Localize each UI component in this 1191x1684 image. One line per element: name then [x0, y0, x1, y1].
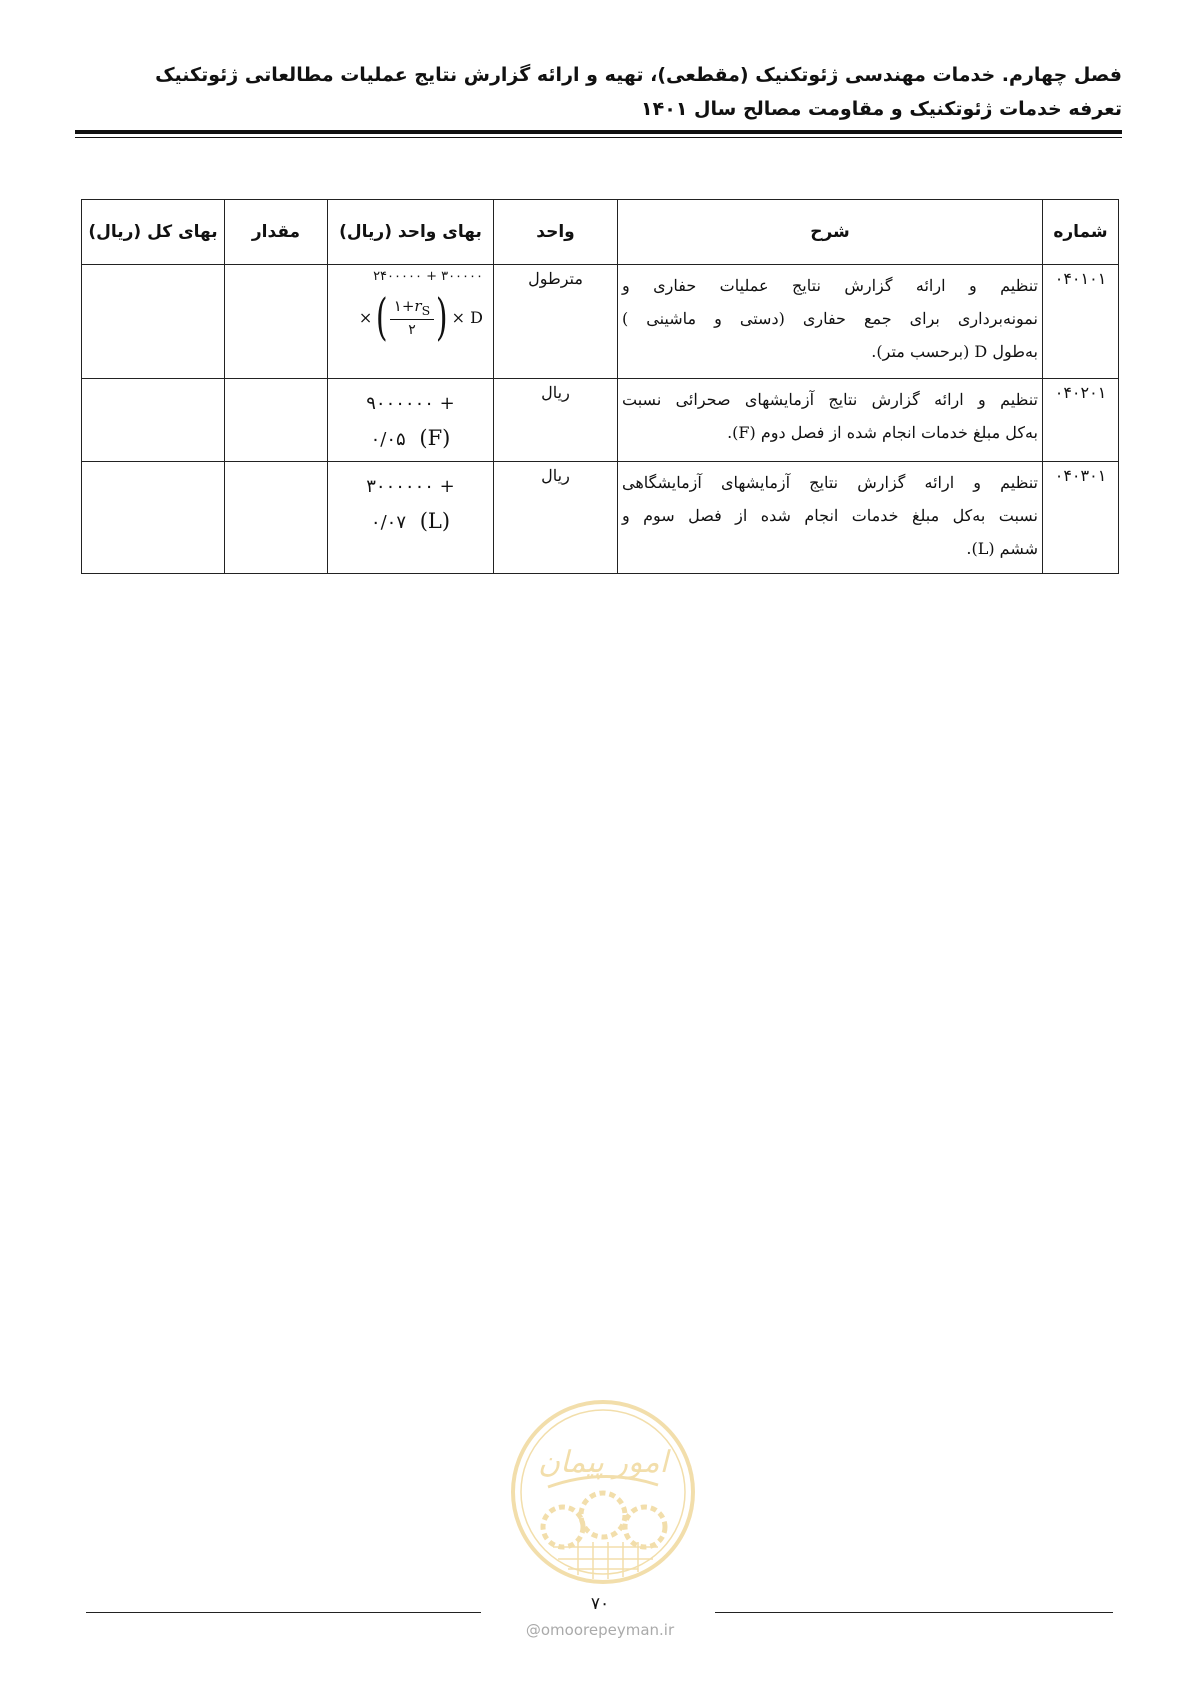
formula-fraction [390, 297, 434, 338]
description-line: به‌طول D (برحسب متر). [871, 342, 1038, 361]
description-line: تنظیم و ارائه گزارش نتایج آزمایشهای صحرائی نسبت [622, 390, 1038, 409]
description-line: تنظیم و ارائه گزارش نتایج آزمایشهای آزمایشگاهی [622, 473, 1038, 492]
table-row [82, 379, 1119, 462]
formula-variable: (L) [419, 509, 451, 533]
formula-coefficient: ۰/۰۷ [370, 512, 406, 533]
row-unit: مترطول [494, 265, 618, 379]
header-rule-thin [75, 137, 1122, 138]
formula-constant: ۹۰۰۰۰۰۰ + [366, 393, 455, 414]
page-header [75, 58, 1122, 126]
formula-coefficient-line [371, 504, 450, 540]
description-line: تنظیم و ارائه گزارش نتایج عملیات حفاری و [622, 276, 1038, 295]
row-unit-price [328, 379, 494, 462]
left-paren: ( [376, 288, 388, 346]
formula-constant: ۲۴۰۰۰۰۰ + ۳۰۰۰۰۰ [373, 269, 483, 284]
row-unit: ریال [494, 462, 618, 574]
row-unit: ریال [494, 379, 618, 462]
header-rule-thick [75, 130, 1122, 134]
footer-rule-right [715, 1612, 1113, 1613]
row-total-price [82, 462, 225, 574]
row-number: ۰۴۰۱۰۱ [1043, 265, 1119, 379]
row-quantity [225, 462, 328, 574]
numerator-subscript: S [421, 302, 431, 318]
row-total-price [82, 265, 225, 379]
fraction-denominator: ۲ [408, 321, 416, 338]
col-header-unit: واحد [494, 200, 618, 265]
col-header-description: شرح [618, 200, 1043, 265]
right-paren: ) [436, 288, 448, 346]
times-sign: × [358, 307, 373, 327]
formula-coefficient-line [371, 421, 451, 457]
row-total-price [82, 379, 225, 462]
chapter-title: فصل چهارم. خدمات مهندسی ژئوتکنیک (مقطعی)، تهیه و ارائه گزارش نتایج عملیات مطالعاتی ژئوتکنیک [155, 64, 1122, 86]
footer-rule-left [86, 1612, 481, 1613]
row-description [618, 462, 1043, 574]
description-line: ششم (L). [966, 539, 1038, 558]
description-line: نسبت به‌کل مبلغ خدمات انجام شده از فصل سوم و [622, 506, 1038, 525]
numerator-constant: ۱+ [393, 296, 415, 315]
fraction-numerator [390, 297, 434, 320]
table-header-row [82, 200, 1119, 265]
col-header-unit-price: بهای واحد (ریال) [328, 200, 494, 265]
row-unit-price [328, 462, 494, 574]
col-header-total-price: بهای کل (ریال) [82, 200, 225, 265]
row-number: ۰۴۰۲۰۱ [1043, 379, 1119, 462]
website-watermark: @omoorepeyman.ir [525, 1621, 675, 1639]
row-description [618, 265, 1043, 379]
formula-variable: (F) [419, 426, 451, 450]
col-header-number: شماره [1043, 200, 1119, 265]
row-number: ۰۴۰۳۰۱ [1043, 462, 1119, 574]
tariff-title: تعرفه خدمات ژئوتکنیک و مقاومت مصالح سال ۱۴۰۱ [641, 98, 1122, 120]
numerator-variable: r [414, 296, 422, 315]
description-line: به‌کل مبلغ خدمات انجام شده از فصل دوم (F). [727, 423, 1038, 442]
table-row [82, 265, 1119, 379]
page-number: ۷۰ [590, 1594, 610, 1614]
table-row [82, 462, 1119, 574]
watermark-seal-logo [508, 1397, 698, 1587]
description-line: نمونه‌برداری برای جمع حفاری (دستی و ماشینی ) [622, 309, 1039, 328]
row-description [618, 379, 1043, 462]
formula-tail: × D [451, 307, 483, 327]
price-formula [332, 383, 489, 457]
row-quantity [225, 379, 328, 462]
tariff-table [81, 199, 1119, 574]
col-header-quantity: مقدار [225, 200, 328, 265]
price-formula [332, 466, 489, 540]
seal-lettering: امور پیمان [538, 1445, 668, 1480]
price-formula [332, 269, 489, 346]
row-quantity [225, 265, 328, 379]
formula-constant: ۳۰۰۰۰۰۰ + [366, 476, 455, 497]
formula-coefficient: ۰/۰۵ [370, 429, 406, 450]
formula-expression [358, 288, 483, 346]
row-unit-price [328, 265, 494, 379]
